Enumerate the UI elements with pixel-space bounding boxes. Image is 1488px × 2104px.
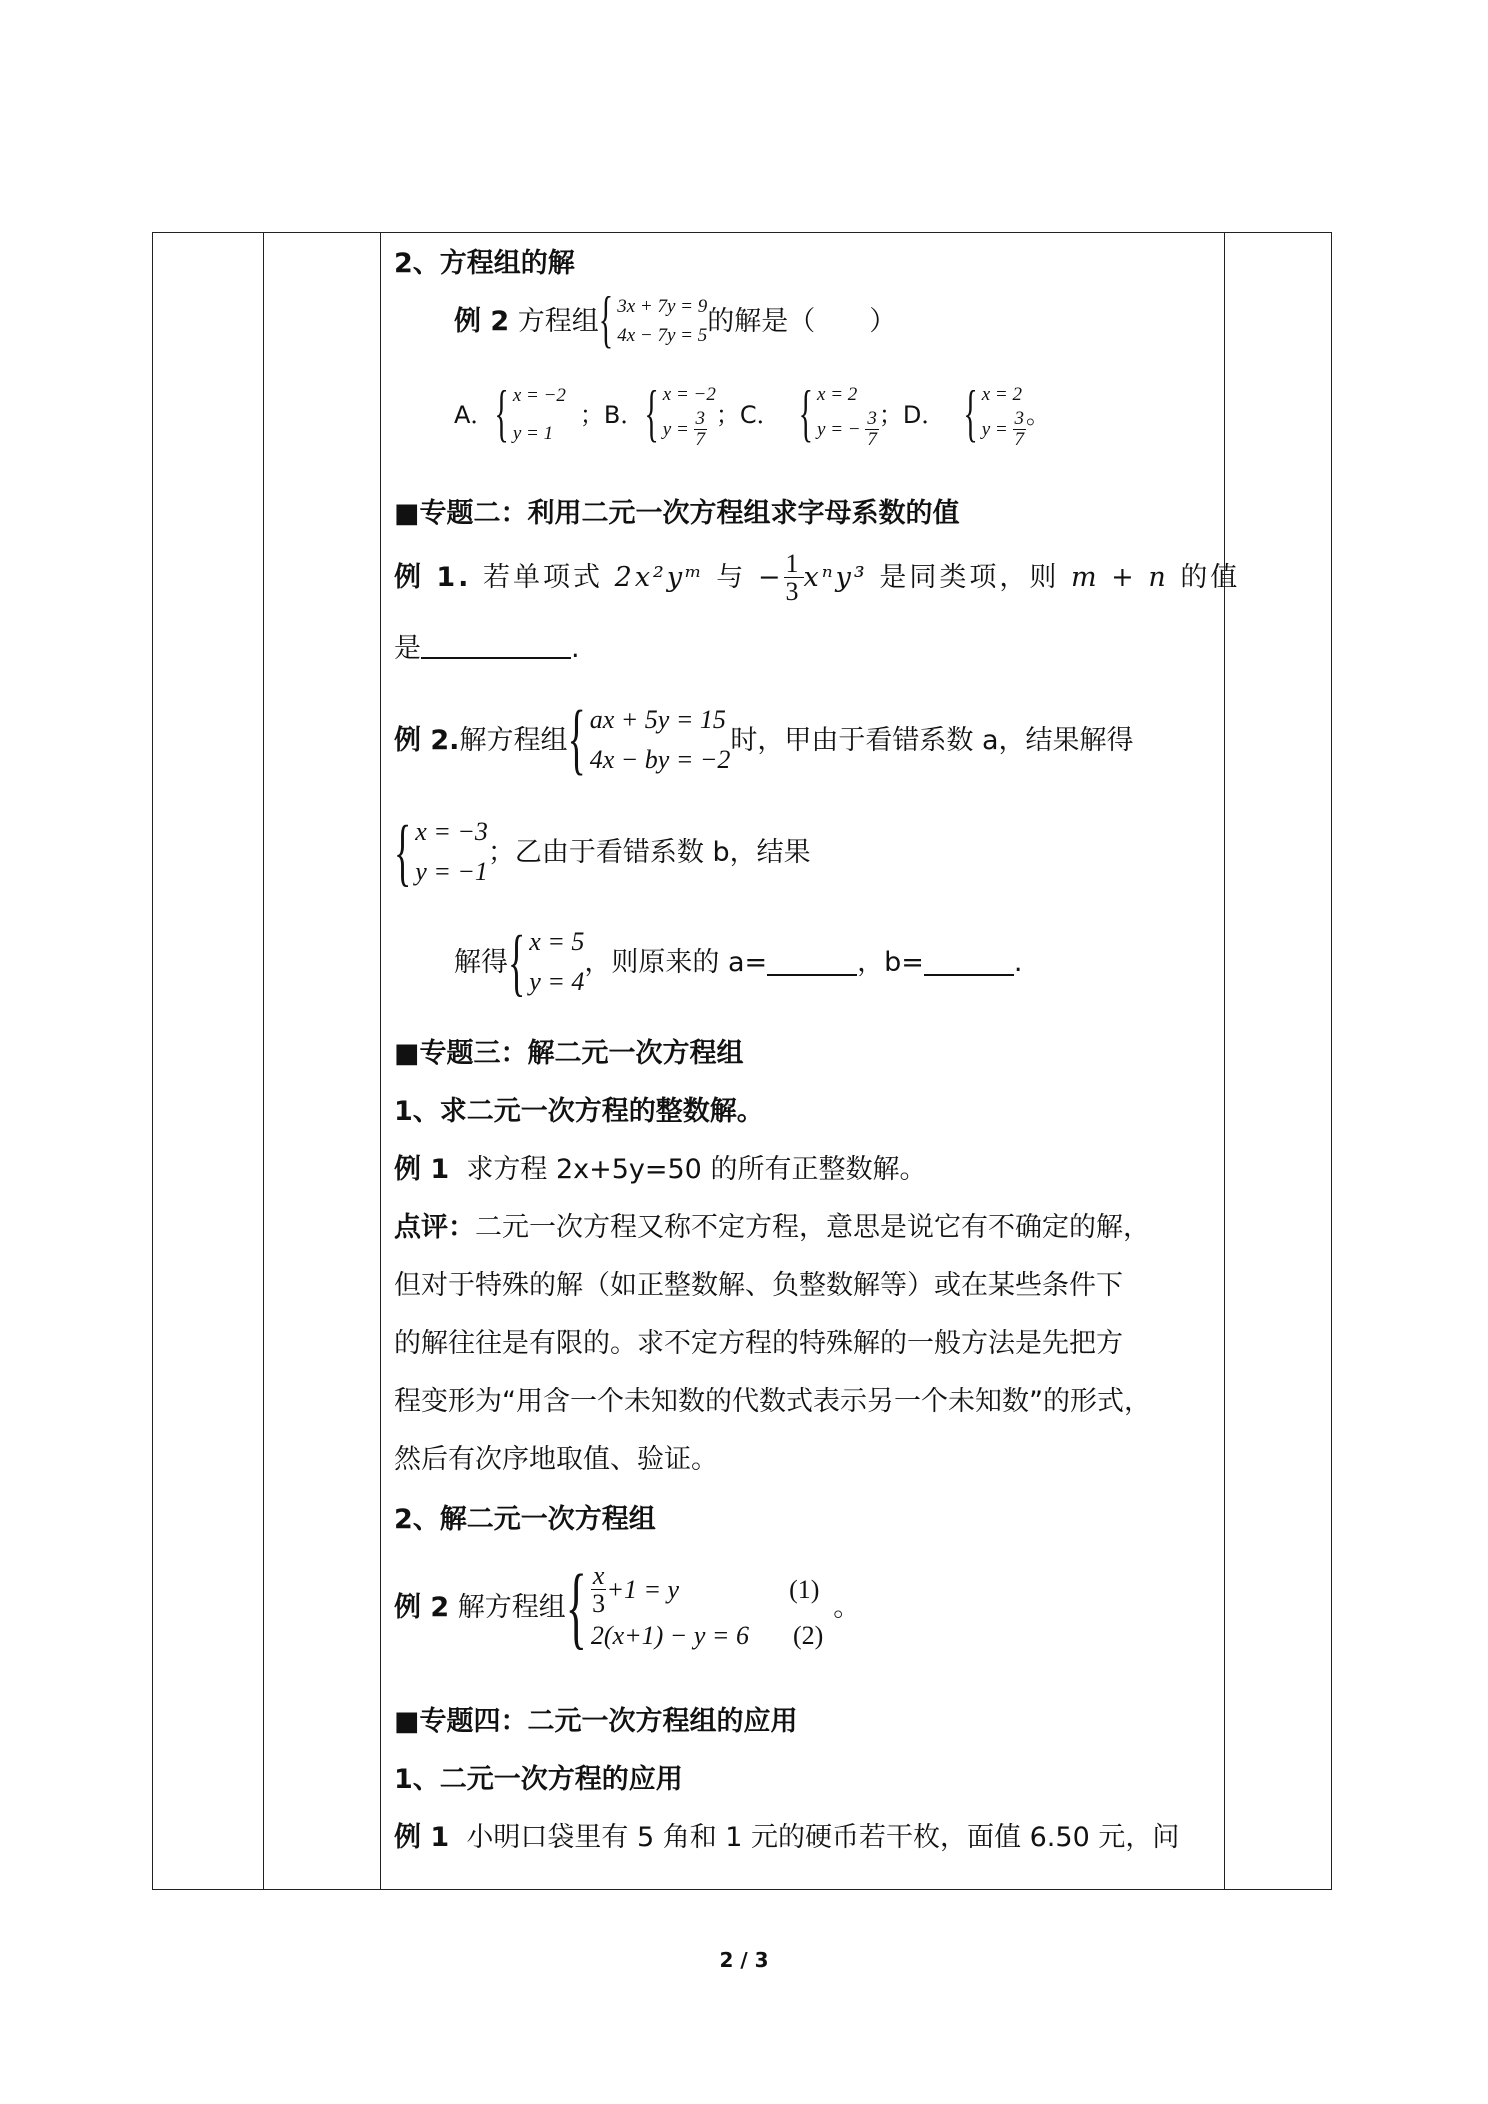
example-label: 例 1 bbox=[394, 1154, 450, 1185]
equation-1-rest: +1 = y bbox=[606, 1574, 680, 1604]
text-1: 若单项式 bbox=[483, 562, 604, 594]
option-c-label: ；C． bbox=[715, 400, 781, 429]
equation-2: 4x − by = −2 bbox=[589, 745, 731, 775]
answer-blank-a[interactable] bbox=[767, 948, 857, 976]
text-4: 的值 bbox=[1180, 562, 1241, 594]
option-c: { x = 2 y = − $\frac{3}{7}$ bbox=[798, 379, 877, 451]
equation-system: { 3x + 7y = 9 4x − 7y = 5 bbox=[598, 285, 708, 356]
answer-blank-b[interactable] bbox=[924, 948, 1014, 976]
page-number: 2 / 3 bbox=[719, 1948, 769, 1972]
option-a-y: y = 1 bbox=[512, 423, 554, 444]
option-b-den: 7 bbox=[695, 429, 706, 451]
text-period: . bbox=[571, 633, 580, 664]
example-1-like-terms bbox=[394, 549, 1241, 607]
option-c-y: y = − bbox=[817, 419, 861, 440]
text-3: 是同类项，则 bbox=[879, 562, 1060, 594]
text-a-lead: ，则原来的 a= bbox=[584, 946, 768, 978]
fraction-num: x bbox=[592, 1561, 605, 1590]
comment-line-2: 但对于特殊的解（如正整数解、负整数解等）或在某些条件下 bbox=[394, 1270, 1123, 1301]
equation-1: 3x + 7y = 9 bbox=[617, 296, 708, 317]
text-answer-lead: 是 bbox=[394, 633, 421, 664]
section-heading-solve-system: 2、解二元一次方程组 bbox=[394, 1504, 656, 1535]
option-d-x: x = 2 bbox=[981, 383, 1023, 405]
equation-system: { $\frac{x}{3}$ +1 = y (1) 2(x+1) − y = 6 (2) bbox=[565, 1555, 824, 1659]
option-end: 。 bbox=[1026, 400, 1051, 429]
example-label: 例 2 bbox=[454, 305, 510, 337]
table-divider-2 bbox=[380, 232, 381, 1890]
option-d-label: ；D． bbox=[878, 400, 946, 429]
equation-1: ax + 5y = 15 bbox=[589, 705, 726, 734]
topic-3-heading: ■专题三：解二元一次方程组 bbox=[394, 1038, 744, 1069]
comment-line-4: 程变形为“用含一个未知数的代数式表示另一个未知数”的形式， bbox=[394, 1386, 1151, 1417]
option-d: { x = 2 y = $\frac{3}{7}$ bbox=[963, 379, 1025, 451]
example-2-solution-b bbox=[454, 922, 1023, 1003]
option-d-den: 7 bbox=[1014, 429, 1025, 451]
option-c-den: 7 bbox=[867, 429, 877, 451]
option-b-x: x = −2 bbox=[662, 383, 716, 405]
section-heading-application: 1、二元一次方程的应用 bbox=[394, 1764, 683, 1795]
math-term-2: xⁿy³ bbox=[803, 562, 868, 594]
topic-4-heading: ■专题四：二元一次方程组的应用 bbox=[394, 1706, 798, 1737]
comment-line-5: 然后有次序地取值、验证。 bbox=[394, 1444, 718, 1475]
example-label: 例 1. bbox=[394, 562, 472, 594]
equation-tag-2: (2) bbox=[792, 1620, 824, 1650]
section-heading-solution: 2、方程组的解 bbox=[394, 248, 575, 279]
fraction-den: 3 bbox=[592, 1589, 606, 1619]
example-lead: 解方程组 bbox=[459, 724, 568, 756]
answer-options bbox=[454, 377, 1050, 453]
fraction-den: 3 bbox=[785, 577, 802, 607]
option-d-num: 3 bbox=[1014, 408, 1025, 430]
solution-system-a: { x = −3 y = −1 bbox=[394, 810, 488, 895]
example-label: 例 2 bbox=[394, 1592, 450, 1624]
option-b-y: y = bbox=[662, 419, 689, 440]
example-2-solution-a bbox=[394, 812, 811, 893]
example-text: 小明口袋里有 5 角和 1 元的硬币若干枚，面值 6.50 元，问 bbox=[466, 1822, 1180, 1853]
example-1-integer bbox=[394, 1148, 926, 1191]
option-a-x: x = −2 bbox=[512, 385, 566, 406]
fraction-num: 1 bbox=[785, 549, 802, 578]
section-heading-integer-solutions: 1、求二元一次方程的整数解。 bbox=[394, 1096, 764, 1127]
solution-y: y = 4 bbox=[529, 967, 585, 997]
option-d-y: y = bbox=[981, 419, 1008, 440]
solution-system-b: { x = 5 y = 4 bbox=[508, 920, 585, 1005]
solution-x: x = −3 bbox=[415, 817, 488, 846]
example-mid-text: ；乙由于看错系数 b，结果 bbox=[487, 836, 811, 868]
table-divider-3 bbox=[1224, 232, 1225, 1890]
equation-2: 4x − 7y = 5 bbox=[617, 325, 708, 347]
comment-line-3: 的解往往是有限的。求不定方程的特殊解的一般方法是先把方 bbox=[394, 1328, 1123, 1359]
math-term-3: m + n bbox=[1070, 562, 1169, 594]
example-1-coins bbox=[394, 1816, 1179, 1859]
solution-lead: 解得 bbox=[454, 946, 508, 978]
example-tail: 的解是（ ） bbox=[707, 305, 897, 337]
comment-line-1 bbox=[394, 1206, 1150, 1249]
minus-sign: − bbox=[757, 562, 784, 594]
example-label: 例 1 bbox=[394, 1822, 450, 1853]
example-1-answer-line bbox=[394, 627, 580, 670]
answer-blank[interactable] bbox=[421, 631, 571, 659]
example-label: 例 2. bbox=[394, 724, 460, 756]
option-a-label: A． bbox=[454, 400, 495, 429]
text-period: 。 bbox=[833, 1592, 861, 1624]
option-c-num: 3 bbox=[867, 408, 877, 430]
text-b-lead: ，b= bbox=[857, 946, 924, 978]
example-text: 求方程 2x+5y=50 的所有正整数解。 bbox=[466, 1154, 927, 1185]
option-b-num: 3 bbox=[695, 408, 706, 430]
equation-system: { ax + 5y = 15 4x − by = −2 bbox=[567, 696, 731, 785]
option-b: { x = −2 y = $\frac{3}{7}$ bbox=[644, 379, 716, 451]
topic-2-heading: ■专题二：利用二元一次方程组求字母系数的值 bbox=[394, 498, 960, 529]
solution-y: y = −1 bbox=[415, 857, 488, 887]
option-c-x: x = 2 bbox=[817, 383, 858, 405]
table-divider-1 bbox=[263, 232, 264, 1890]
example-2-coefficients bbox=[394, 696, 1134, 785]
comment-text: 二元一次方程又称不定方程，意思是说它有不确定的解， bbox=[475, 1212, 1150, 1243]
comment-label: 点评： bbox=[394, 1212, 475, 1243]
option-b-label: ；B． bbox=[579, 400, 645, 429]
example-lead: 解方程组 bbox=[457, 1592, 566, 1624]
option-a: { x = −2 y = 1 bbox=[494, 377, 565, 453]
text-2: 与 bbox=[716, 562, 747, 594]
example-lead: 方程组 bbox=[517, 305, 599, 337]
example-2-system bbox=[454, 285, 897, 356]
example-tail: 时，甲由于看错系数 a，结果解得 bbox=[730, 724, 1134, 756]
text-period: . bbox=[1013, 946, 1023, 978]
example-2-solve bbox=[394, 1555, 861, 1659]
equation-tag-1: (1) bbox=[789, 1574, 820, 1604]
equation-2: 2(x+1) − y = 6 bbox=[590, 1620, 749, 1650]
math-term-1: 2x²yᵐ bbox=[614, 562, 705, 594]
solution-x: x = 5 bbox=[529, 927, 585, 956]
